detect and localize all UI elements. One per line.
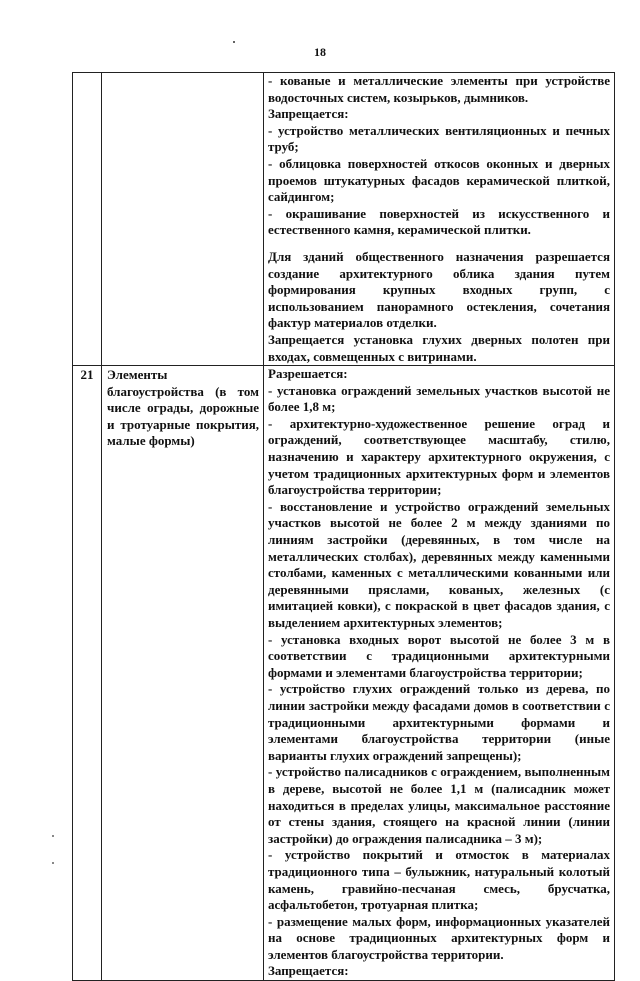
requirement-line: - восстановление и устройство ограждений земельных участков высотой не более 2 м между зданиями по линиям застройки (деревянных, в том числе на металлических столбах), деревянных между каменными столбами, каменных с металлическими кованными или деревянными пряслами, кованых, железных (с имитацией ковки), с покраской в цвет фасадов здания, с выделением архитектурных элементов; bbox=[268, 498, 610, 630]
requirement-line: - окрашивание поверхностей из искусственного и естественного камня, керамической плитки. bbox=[268, 205, 610, 238]
table-row-21 bbox=[73, 366, 615, 981]
page-number: 18 bbox=[314, 45, 326, 59]
table-row-continued bbox=[73, 73, 615, 366]
scan-speck bbox=[52, 862, 54, 864]
requirement-line: - установка ограждений земельных участков высотой не более 1,8 м; bbox=[268, 382, 610, 415]
requirement-line: - архитектурно-художественное решение оград и ограждений, соответствующее масштабу, стилю, назначению и характеру архитектурного окружения, с учетом традиционных архитектурных форм и элементов благоустройства территории; bbox=[268, 415, 610, 498]
requirement-line: - устройство глухих ограждений только из дерева, по линии застройки между фасадами домов в соответствии с традиционными архитектурными формами и элементами благоустройства территории (иные варианты глухих ограждений запрещены); bbox=[268, 681, 610, 763]
requirements-cell bbox=[264, 73, 615, 366]
requirement-line: - устройство палисадников с ограждением, выполненным в дереве, высотой не более 1,1 м (палисадник может находиться в пределах улицы, максимальное расстояние от стены здания, стоящего на красной линии (линии застройки) до ограждения палисадника – 3 м); bbox=[268, 764, 610, 846]
requirement-line: Разрешается: bbox=[268, 366, 348, 382]
name-cell-empty bbox=[102, 73, 264, 366]
requirement-line: - облицовка поверхностей откосов оконных и дверных проемов штукатурных фасадов керамической плиткой, сайдингом; bbox=[268, 155, 610, 205]
scan-speck bbox=[233, 41, 235, 43]
requirement-line: - кованые и металлические элементы при устройстве водосточных систем, козырьков, дымников. bbox=[268, 73, 610, 105]
requirement-paragraph: Для зданий общественного назначения разрешается создание архитектурного облика здания путем формирования крупных входных групп, с использованием панорамного остекления, сочетания фактур материалов отделки. bbox=[268, 248, 610, 331]
requirement-line: - устройство металлических вентиляционных и печных труб; bbox=[268, 122, 610, 155]
requirement-line: - установка входных ворот высотой не более 3 м в соответствии с традиционными архитектурными формами и элементами благоустройства территории; bbox=[268, 631, 610, 680]
requirements-cell bbox=[264, 366, 615, 981]
scan-speck bbox=[52, 835, 54, 837]
row-number: 21 bbox=[73, 366, 102, 981]
requirement-line: - устройство покрытий и отмосток в материалах традиционного типа – булыжник, натуральный колотый камень, гравийно-песчаная смесь, брусчатка, асфальтобетон, тротуарная плитка; bbox=[268, 847, 610, 913]
row-element-name: Элементы благоустройства (в том числе ограды, дорожные и тротуарные покрытия, малые формы) bbox=[102, 366, 264, 981]
requirement-line: Запрещается: bbox=[268, 963, 349, 979]
requirement-line: Запрещается установка глухих дверных полотен при входах, совмещенных с витринами. bbox=[268, 331, 610, 364]
requirement-line: Запрещается: bbox=[268, 106, 349, 122]
number-cell-empty bbox=[73, 73, 102, 366]
regulations-table bbox=[72, 72, 615, 981]
requirement-line: - размещение малых форм, информационных указателей на основе традиционных архитектурных форм и элементов благоустройства территории. bbox=[268, 913, 610, 962]
